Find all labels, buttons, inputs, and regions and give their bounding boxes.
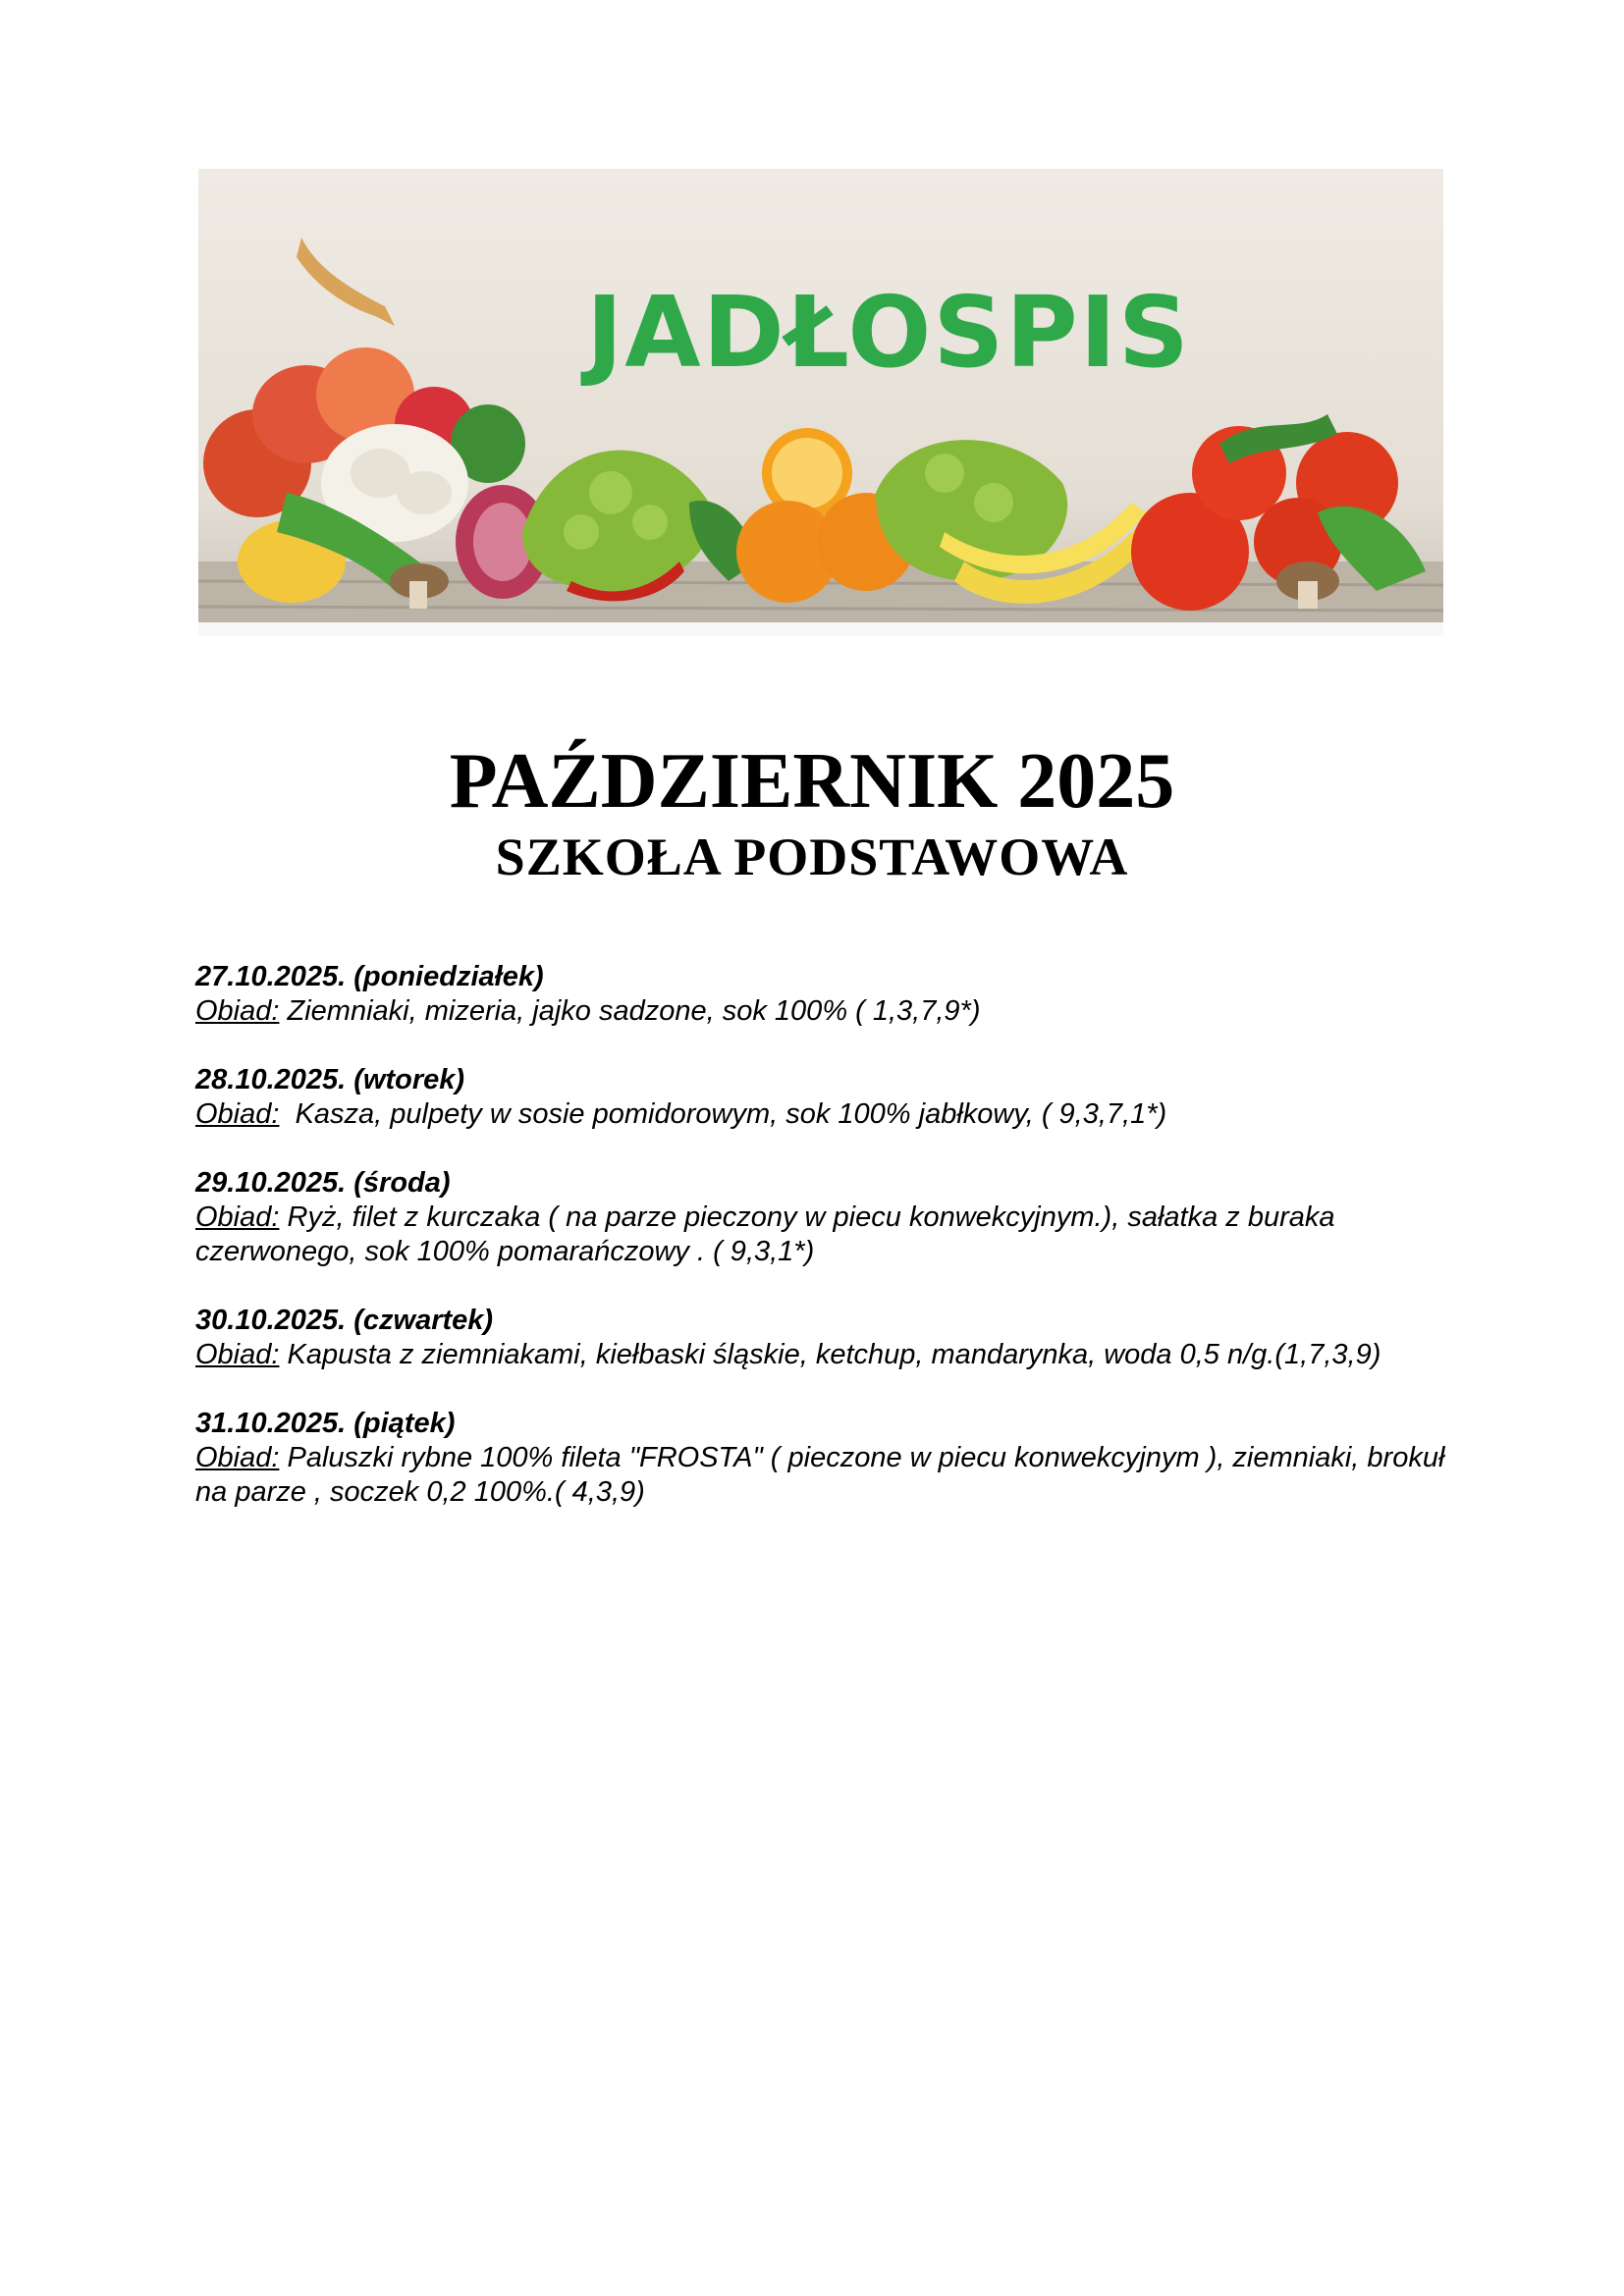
meal-description: Kapusta z ziemniakami, kiełbaski śląskie, ketchup, mandarynka, woda 0,5 n/g.(1,7,3,9)	[287, 1339, 1381, 1370]
day-date: 28.10.2025. (wtorek)	[195, 1064, 465, 1095]
meal-description: Kasza, pulpety w sosie pomidorowym, sok 100% jabłkowy, ( 9,3,7,1*)	[295, 1098, 1167, 1130]
menu-day	[195, 1304, 1472, 1372]
vegetables-fruits-illustration	[198, 169, 1443, 636]
meal-label: Obiad:	[195, 1339, 280, 1370]
meal-description: Paluszki rybne 100% fileta "FROSTA" ( pieczone w piecu konwekcyjnym ), ziemniaki, brokuł na parze , soczek 0,2 100%.( 4,3,9)	[195, 1442, 1445, 1508]
banner-image	[198, 169, 1443, 636]
menu-day	[195, 1166, 1472, 1269]
page-title: PAŹDZIERNIK 2025	[449, 738, 1175, 825]
meal-label: Obiad:	[195, 995, 280, 1027]
page-subtitle: SZKOŁA PODSTAWOWA	[495, 828, 1129, 886]
menu-day	[195, 960, 1472, 1029]
day-menu	[195, 994, 1472, 1029]
day-menu	[195, 1201, 1472, 1269]
meal-description: Ziemniaki, mizeria, jajko sadzone, sok 100% ( 1,3,7,9*)	[287, 995, 981, 1027]
day-menu	[195, 1097, 1472, 1132]
meal-label: Obiad:	[195, 1442, 280, 1473]
meal-label: Obiad:	[195, 1098, 280, 1130]
meal-label: Obiad:	[195, 1201, 280, 1233]
day-date: 27.10.2025. (poniedziałek)	[195, 961, 544, 992]
day-date: 30.10.2025. (czwartek)	[195, 1305, 494, 1336]
day-date: 31.10.2025. (piątek)	[195, 1408, 456, 1439]
banner-title: JADŁOSPIS	[586, 275, 1191, 390]
day-menu	[195, 1441, 1472, 1510]
meal-description: Ryż, filet z kurczaka ( na parze pieczony w piecu konwekcyjnym.), sałatka z buraka czerwonego, sok 100% pomarańczowy . ( 9,3,1*)	[195, 1201, 1335, 1267]
menu-day	[195, 1407, 1472, 1510]
day-date: 29.10.2025. (środa)	[195, 1167, 451, 1199]
menu-day	[195, 1063, 1472, 1132]
menu-list	[195, 960, 1472, 1544]
day-menu	[195, 1338, 1472, 1372]
